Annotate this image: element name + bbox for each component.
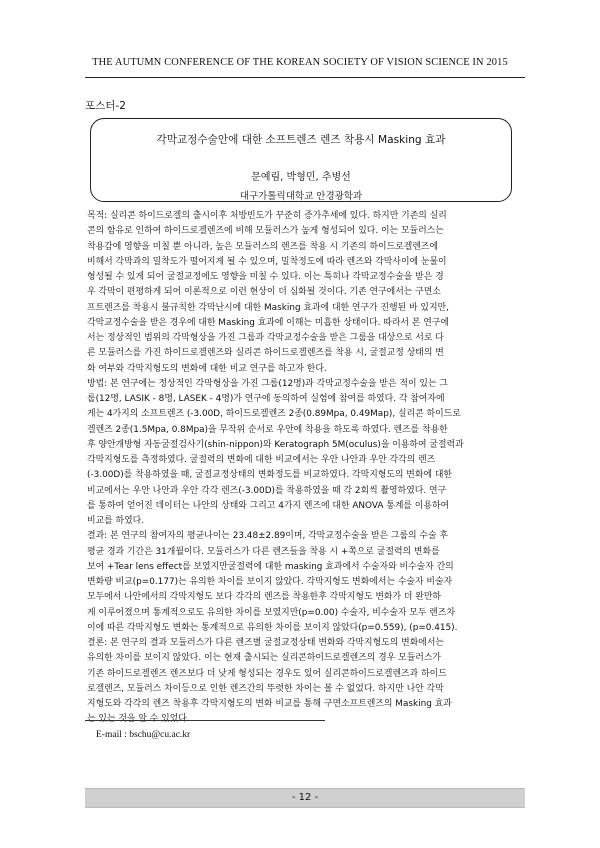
body-line: 보여 +Tear lens effect를 보였지만굴절력에 대한 masking 효과에서 수술자와 비수술자 간의 [87, 561, 454, 572]
body-line: 화 여부와 각막지형도의 변화에 대한 비교 연구를 하고자 한다. [87, 363, 327, 374]
body-line: 변화량 비교(p=0.177)는 유의한 차이를 보이지 않았다. 각막지형도 변화에서는 수술자 비술자 [87, 577, 453, 587]
body-line: 후 양안개방형 자동굴절검사기(shin-nippon)와 Keratograph 5M(oculus)을 이용하여 굴절력과 [87, 439, 464, 450]
page-number-bar [85, 788, 525, 808]
body-line: 로겔렌즈, 모듈러스 차이등으로 인한 렌즈간의 뚜렷한 차이는 볼 수 없었다. 하지만 나안 각막 [87, 683, 444, 694]
header-rule [85, 77, 525, 78]
author-email: E-mail : bschu@cu.ac.kr [96, 730, 191, 740]
body-line: 비해서 각막과의 밀착도가 떨어지게 될 수 있으며, 밀착정도에 따라 렌즈와 각막사이에 눈물이 [87, 256, 447, 267]
footnote-rule [85, 720, 325, 721]
body-line: 결론: 본 연구의 결과 모듈러스가 다른 렌즈별 굴절교정상태 변화와 각막지형도의 변화에서는 [87, 638, 444, 648]
paper-authors: 문예림, 박형민, 추병선 [251, 172, 351, 183]
paper-affiliation: 대구가톨릭대학교 안경광학과 [239, 191, 363, 202]
body-line: 기존 하이드로겔렌즈 렌즈보다 더 낮게 형성되는 경우도 있어 실리콘하이드로겔렌즈과 하이드 [87, 668, 447, 679]
body-line: 룹(12명, LASIK - 8명, LASEK - 4명)가 연구에 동의하여 실험에 참여를 하였다. 각 참여자에 [87, 394, 445, 404]
body-line: (-3.00D)를 착용하였을 때, 굴절교정상태의 변화정도를 비교하였다. 각막지형도의 변화에 대한 [87, 470, 452, 481]
body-line: 지형도와 각각의 렌즈 착용후 각막지형도의 변화 비교를 통해 구면소프트렌즈의 Masking 효과 [87, 699, 452, 709]
body-line: 방법: 본 연구에는 정상적인 각막형상을 가진 그룹(12명)과 각막교정수술을 받은 적이 있는 그 [87, 378, 448, 389]
body-line: 형성될 수 있게 되어 굴절교정에도 영향을 미칠 수 있다. 이는 특히나 각막교정수술을 받은 경 [87, 272, 444, 282]
body-line: 게 이루어졌으며 통계적으로도 유의한 차이를 보였지만(p=0.00) 수술자, 비수술자 모두 렌즈차 [87, 607, 456, 618]
body-line: 이에 따른 각막지형도 변화는 통계적으로 유의한 차이를 보이지 않았다(p=0.559), (p=0.415). [87, 622, 458, 633]
body-line: 비교를 하였다. [87, 516, 145, 526]
body-line: 프트렌즈를 착용시 불규칙한 각막난시에 대한 Masking 효과에 대한 연구가 진행된 바 있지만, [87, 302, 449, 313]
body-line: 평균 경과 기간은 31개월이다. 모듈러스가 다른 렌즈들을 착용 시 +쪽으로 굴절력의 변화를 [87, 546, 440, 557]
body-line: 우 각막이 편평하게 되어 이론적으로 이런 현상이 더 심화될 것이다. 기존 연구에서는 구면소 [87, 287, 441, 298]
body-line: 결과: 본 연구의 참여자의 평균나이는 23.48±2.89이며, 각막교정수술을 받은 그룹의 수술 후 [87, 531, 448, 542]
body-line: 목적: 실리콘 하이드로겔의 출시이후 처방빈도가 꾸준히 증가추세에 있다. 하지만 기존의 실리 [87, 211, 447, 221]
abstract-body [87, 209, 517, 728]
body-line: 비교에서는 우안 나안과 우안 각각 렌즈(-3.00D)를 착용하였을 때 각 2회씩 촬영하였다. 연구 [87, 485, 447, 496]
body-line: 서는 정상적인 범위의 각막형상을 가진 그룹과 각막교정수술을 받은 그룹을 대상으로 서로 다 [87, 333, 444, 343]
body-line: 콘의 함유로 인하여 하이드로겔렌즈에 비해 모듈러스가 높게 형성되어 있다. 이는 모듈러스는 [87, 226, 444, 237]
title-box [90, 118, 512, 202]
body-line: 른 모듈러스를 가진 하이드로겔렌즈와 실리콘 하이드로겔렌즈를 착용 시, 굴절교정 상태의 변 [87, 348, 444, 359]
body-line: 착용감에 영향을 미칠 뿐 아니라, 높은 모듈러스의 렌즈를 착용 시 기존의 하이드로겔렌즈에 [87, 241, 439, 252]
body-line: 각막지형도를 측정하였다. 굴절력의 변화에 대한 비교에서는 우안 나안과 우안 각각의 렌즈 [87, 455, 436, 465]
body-line: 모두에서 나안에서의 각막지형도 보다 각각의 렌즈를 착용한후 각막지형도 변화가 더 완만하 [87, 592, 441, 603]
running-header: THE AUTUMN CONFERENCE OF THE KOREAN SOCIETY OF VISION SCIENCE IN 2015 [92, 57, 508, 68]
body-line: 각막교정수술을 받은 경우에 대한 Masking 효과에 이해는 미흡한 상태이다. 따라서 본 연구에 [87, 317, 449, 328]
body-line: 유의한 차이를 보이지 않았다. 이는 현재 출시되는 실리콘하이드로겔렌즈의 경우 모듈러스가 [87, 653, 441, 664]
paper-title: 각막교정수술안에 대한 소프트렌즈 렌즈 착용시 Masking 효과 [156, 134, 446, 146]
body-line: 게는 4가지의 소프트렌즈 (-3.00D, 하이드로겔렌즈 2종(0.89Mpa, 0.49Map), 실리콘 하이드로 [87, 409, 461, 420]
body-line: 를 통하여 얻어진 데이터는 나안의 상태와 그리고 4가지 렌즈에 대한 ANOVA 통계를 이용하여 [87, 500, 450, 511]
poster-label: 포스터-2 [85, 100, 126, 112]
body-line: 겔렌즈 2종(1.5Mpa, 0.8Mpa)을 무작위 순서로 우안에 착용을 하도록 하였다. 렌즈를 착용한 [87, 424, 448, 435]
page-number: - 12 - [291, 792, 319, 803]
